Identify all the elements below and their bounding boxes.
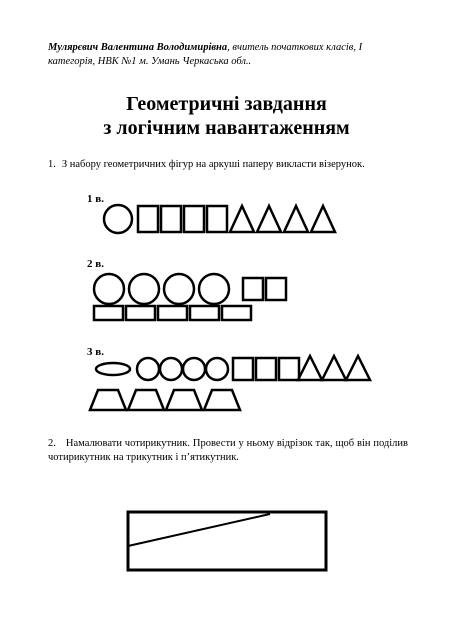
variant-1-pattern <box>104 205 335 233</box>
page-title-line2: з логічним навантаженням <box>103 117 350 139</box>
variant-1-label: 1 в. <box>87 193 104 205</box>
task-1-number: 1. <box>48 159 56 170</box>
triangle-shape <box>322 356 346 380</box>
circle-shape <box>104 205 132 233</box>
rectangle-shape <box>190 306 219 320</box>
trapezoid-shape <box>90 390 126 410</box>
variant-2-pattern <box>94 274 286 320</box>
square-shape <box>138 206 158 232</box>
square-shape <box>256 358 276 380</box>
square-shape <box>279 358 299 380</box>
circle-shape <box>206 358 228 380</box>
trapezoid-shape <box>128 390 164 410</box>
circle-shape <box>183 358 205 380</box>
circle-shape <box>94 274 124 304</box>
triangle-shape <box>346 356 370 380</box>
dividing-segment <box>128 514 270 546</box>
circle-shape <box>137 358 159 380</box>
triangle-shape <box>284 206 308 232</box>
author-name: Мулярєвич Валентина Володимирівна <box>48 42 228 53</box>
author-info-line2: категорія, НВК №1 м. Умань Черкаська обл.. <box>48 56 252 67</box>
square-shape <box>207 206 227 232</box>
triangle-shape <box>311 206 335 232</box>
task-1-text: З набору геометричних фігур на аркуші паперу викласти візерунок. <box>61 159 365 170</box>
square-shape <box>233 358 253 380</box>
triangle-shape <box>298 356 322 380</box>
circle-shape <box>129 274 159 304</box>
rectangle-shape <box>158 306 187 320</box>
rectangle-shape <box>94 306 123 320</box>
trapezoid-shape <box>166 390 202 410</box>
variant-3-pattern <box>90 356 370 410</box>
task-2-text: Намалювати чотирикутник. Провести у ньому відрізок так, щоб він поділив чотирикутник на трикутник і п’ятикутник. <box>48 438 408 463</box>
task-2-number: 2. <box>48 438 56 449</box>
triangle-shape <box>230 206 254 232</box>
variant-3-label: 3 в. <box>87 346 104 358</box>
oval-shape <box>96 363 130 375</box>
task-2-quadrilateral-drawing <box>128 512 326 570</box>
trapezoid-shape <box>204 390 240 410</box>
circle-shape <box>160 358 182 380</box>
circle-shape <box>164 274 194 304</box>
task-2 <box>48 437 408 465</box>
quadrilateral-shape <box>128 512 326 570</box>
rectangle-shape <box>126 306 155 320</box>
author-info: , вчитель початкових класів, І <box>227 42 363 53</box>
square-shape <box>266 278 286 300</box>
square-shape <box>184 206 204 232</box>
circle-shape <box>199 274 229 304</box>
rectangle-shape <box>222 306 251 320</box>
variant-2-label: 2 в. <box>87 258 104 270</box>
square-shape <box>161 206 181 232</box>
square-shape <box>243 278 263 300</box>
triangle-shape <box>257 206 281 232</box>
page-title-line1: Геометричні завдання <box>126 93 327 115</box>
